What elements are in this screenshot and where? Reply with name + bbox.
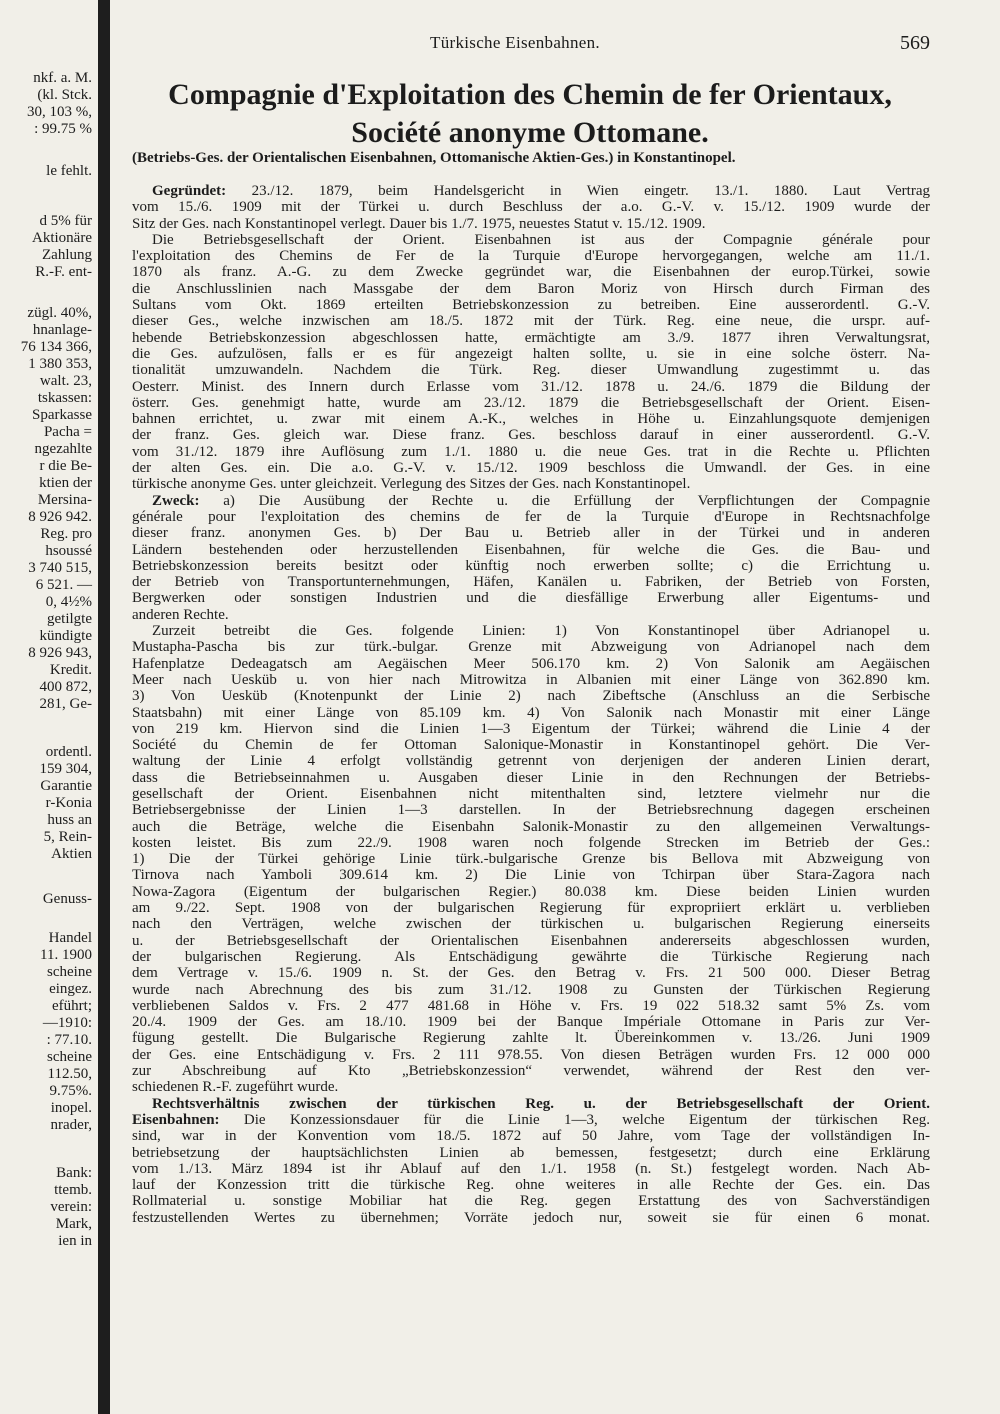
text-line: am 9./22. Sept. 1908 von der bulgarischen Regierung für expropriiert erklärt u. verblieben: [132, 900, 930, 917]
left-column-fragment: scheine: [47, 964, 92, 980]
text-line: Sitz der Ges. nach Konstantinopel verlegt. Dauer bis 1./7. 1975, neuestes Statut v. 15./12. 1909.: [132, 215, 706, 232]
left-column-fragment: huss an: [47, 812, 92, 828]
left-column-fragment: (kl. Stck.: [37, 87, 92, 103]
text-line: anderen Rechte.: [132, 606, 229, 623]
left-column-fragment: 112.50,: [47, 1066, 92, 1082]
text-line: 20./4. 1909 der Ges. am 18./10. 1909 bei der Banque Impériale Ottomane in Paris zur Ver-: [132, 1014, 930, 1031]
left-column-fragment: —1910:: [42, 1015, 92, 1031]
text-line: dieser Ges., welche inzwischen am 18./5. 1872 mit der Türk. Reg. eine neue, die urspr. auf-: [132, 313, 930, 330]
text-line: vom 1./13. März 1894 ist ihr Ablauf auf den 1./1. 1958 (n. St.) festgelegt worden. Nach Ab-: [132, 1160, 930, 1177]
left-column-fragment: hsoussé: [45, 543, 92, 559]
company-subtitle: Société anonyme Ottomane.: [351, 116, 709, 149]
left-column-fragment: Aktien: [51, 846, 92, 862]
page-number: 569: [900, 32, 930, 54]
left-column-fragment: r die Be-: [39, 458, 92, 474]
text-line: Sultans vom Okt. 1869 erteilten Betriebskonzession zu betreiben. Eine ausserordentl. G.-V.: [132, 297, 930, 314]
text-line: u. der Betriebsgesellschaft der Orientalischen Eisenbahnen andererseits abgeschlossen wurden,: [132, 932, 930, 949]
text-line: der franz. Ges. gleich war. Diese franz. Ges. beschloss darauf in einer ausserordentl. G.-V.: [132, 427, 930, 444]
text-line: Société du Chemin de fer Ottoman Salonique-Monastir in Konstantinopel gehört. Die Ver-: [132, 737, 930, 754]
text-line: Betriebskonzession bereits besitzt oder künftig noch erwerben sollte; c) die Errichtung u.: [132, 557, 930, 574]
adjacent-page-strip: [0, 0, 98, 1414]
text-line: von 219 km. Hiervon sind die Linien 1—3 Eigentum der Türkei; während die Linie 4 der: [132, 720, 930, 737]
left-column-fragment: Pacha =: [43, 424, 92, 440]
left-column-fragment: Handel: [48, 930, 92, 946]
text-line: générale pour l'exploitation des chemins de fer de la Turquie d'Europe in Rechtsnachfolge: [132, 508, 930, 525]
text-line: Meer nach Uesküb u. von hier nach Mitrowitza in Albanien mit einer Länge von 362.890 km.: [132, 671, 930, 688]
text-line: betriebsetzung der hauptsächlichsten Linien ab bemessen, festgesetzt; durch eine Erklärung: [132, 1144, 930, 1161]
left-column-fragment: Zahlung: [42, 247, 92, 263]
text-line: vom 31./12. 1879 ihre Auflösung zum 1./1. 1880 u. die neue Ges. trat in die Rechte u. Pflichten: [132, 443, 930, 460]
left-column-fragment: Genuss-: [42, 891, 92, 907]
text-line: Rechtsverhältnis zwischen der türkischen Reg. u. der Betriebsgesellschaft der Orient.: [152, 1095, 930, 1112]
body-text: [132, 183, 930, 1226]
left-column-fragment: getilgte: [47, 611, 92, 627]
left-column-fragment: hnanlage-: [32, 322, 92, 338]
text-line: Hafenplatze Dedeagatsch am Aegäischen Meer 506.170 km. 2) Von Salonik am Aegäischen: [132, 655, 930, 672]
left-column-fragment: Reg. pro: [40, 526, 92, 542]
text-line: der Ges. eine Entschädigung v. Frs. 2 111 978.55. Von diesen Beträgen wurden Frs. 12 000 000: [132, 1046, 930, 1063]
text-line: Staatsbahn) mit einer Länge von 85.109 km. 4) Von Salonik nach Monastir mit einer Länge: [132, 704, 930, 721]
text-line: lauf der Konzession tritt die türkische Reg. ohne weiteres in alle Rechte der Ges. ein. Das: [132, 1177, 930, 1194]
binding-gutter: [98, 0, 110, 1414]
left-column-fragment: 159 304,: [39, 761, 92, 777]
text-line: schiedenen R.-F. zugeführt wurde.: [132, 1079, 339, 1096]
text-line: kosten leistet. Bis zum 22./9. 1908 waren noch folgende Strecken im Betrieb der Ges.:: [132, 834, 930, 851]
text-line: 1) Die der Türkei gehörige Linie türk.-bulgarische Grenze bis Bellova mit Abzweigung von: [132, 851, 930, 868]
left-column-fragment: le fehlt.: [46, 163, 92, 179]
left-column-fragment: R.-F. ent-: [35, 264, 92, 280]
text-line: tionalität umzuwandeln. Nachdem die Türk. Reg. dieser Umwandlung zugestimmt u. das: [132, 362, 930, 379]
text-line: die Anschlusslinien nach Massgabe der dem Baron Moriz von Hirsch durch Firman des: [132, 280, 930, 297]
text-line: zur Abschreibung auf Kto „Betriebskonzession“ verwendet, während der Rest den ver-: [132, 1063, 930, 1080]
text-line: gesellschaft der Orient. Eisenbahnen nicht mitenthalten sind, letztere vielmehr nur die: [132, 785, 930, 802]
text-line: dieser franz. anonymen Ges. b) Der Bau u. Betrieb aller in der Türkei und in anderen: [132, 525, 930, 542]
text-line: der bulgarischen Regierung. Als Entschädigung gewährte die Türkische Regierung nach: [132, 948, 930, 965]
german-company-name: (Betriebs-Ges. der Orientalischen Eisenbahnen, Ottomanische Aktien-Ges.) in Konstantinopel.: [132, 150, 736, 166]
left-column-fragment: eführt;: [52, 998, 92, 1014]
left-column-fragment: 11. 1900: [40, 947, 92, 963]
running-head: Türkische Eisenbahnen.: [430, 33, 600, 52]
text-line: der Betrieb von Transportunternehmungen, Häfen, Kanälen u. Fabriken, der Betrieb von Forsten,: [132, 574, 930, 591]
text-line: 3) Von Uesküb (Knotenpunkt der Linie 2) nach Zibeftsche (Anschluss an die Serbische: [132, 688, 930, 705]
left-column-fragment: 76 134 366,: [20, 339, 92, 355]
left-column-fragment: tskassen:: [37, 390, 92, 406]
left-column-fragment: Sparkasse: [32, 407, 92, 423]
left-column-fragment: eingez.: [49, 981, 92, 997]
text-line: dem Vertrage v. 15./6. 1909 n. St. der Ges. den Betrag v. Frs. 21 500 000. Dieser Betrag: [132, 965, 930, 982]
left-column-fragment: 8 926 942.: [28, 509, 92, 525]
text-line: bahnen errichtet, u. zwar mit einem A.-K., welches in Höhe u. Einzahlungsquote demjenigen: [132, 411, 930, 428]
text-line: Bergwerken oder sonstigen Industrien und die diesfällige Erwerbung aller Eigentums- und: [132, 590, 930, 607]
text-line: die Ges. aufzulösen, falls er es für angezeigt halten sollte, u. sie in eine solche österr. Na-: [132, 345, 930, 362]
text-line: Zurzeit betreibt die Ges. folgende Linien: 1) Von Konstantinopel über Adrianopel u.: [152, 623, 930, 640]
left-column-fragment: : 99.75 %: [34, 121, 92, 137]
left-column-fragment: 9.75%.: [49, 1083, 92, 1099]
left-column-fragment: verein:: [50, 1199, 92, 1215]
left-column-fragment: Mark,: [55, 1216, 92, 1232]
text-line: Oesterr. Minist. des Innern durch Erlasse vom 31./12. 1878 u. 24./6. 1879 die Bildung der: [132, 378, 930, 395]
text-line: auch die Beträge, welche die Eisenbahn Salonik-Monastir zu den allgemeinen Verwaltungs-: [132, 818, 930, 835]
left-column-fragment: 0, 4½%: [45, 594, 92, 610]
text-line: türkische anonyme Ges. unter gleichzeit. Verlegung des Sitzes der Ges. nach Konstantinopel.: [132, 476, 691, 493]
text-line: verbliebenen Saldos v. Frs. 2 477 481.68 in Höhe v. Frs. 19 022 518.32 samt 5% Zs. vom: [132, 997, 930, 1014]
left-column-fragment: Bank:: [56, 1165, 92, 1181]
text-line: sind, war in der Konvention vom 18./5. 1872 auf 50 Jahre, vom Tage der vollständigen In-: [132, 1128, 930, 1145]
left-column-fragment: 3 740 515,: [28, 560, 92, 576]
left-column-fragment: 30, 103 %,: [27, 104, 92, 120]
text-line: nach den Verträgen, welche zwischen der türkischen u. bulgarischen Regierung einerseits: [132, 916, 930, 933]
text-line: wurde nach Abrechnung des bis zum 31./12. 1908 zu Gunsten der Türkischen Regierung: [132, 981, 930, 998]
text-line: Ländern bestehenden oder herzustellenden Eisenbahnen, für welche die Ges. die Bau- und: [132, 541, 930, 558]
left-column-fragment: ordentl.: [45, 744, 92, 760]
left-column-fragment: 281, Ge-: [39, 696, 92, 712]
left-column-fragment: zügl. 40%,: [27, 305, 92, 321]
text-line: Die Betriebsgesellschaft der Orient. Eisenbahnen ist aus der Compagnie générale pour: [152, 231, 930, 248]
text-line: Rollmaterial u. sonstige Mobiliar hat die Reg. gegen Erstattung des von Sachverständigen: [132, 1193, 930, 1210]
left-column-fragment: walt. 23,: [39, 373, 92, 389]
text-line: festzustellenden Wertes zu übernehmen; Vorräte jedoch nur, soweit sie für einen 6 monat.: [132, 1209, 930, 1226]
left-column-fragment: inopel.: [50, 1100, 92, 1116]
left-column-fragment: 6 521. —: [35, 577, 92, 593]
left-column-fragment: Mersina-: [37, 492, 92, 508]
text-line: 1870 als franz. A.-G. zu dem Zwecke gegründet war, die Eisenbahnen der europ.Türkei, sowie: [132, 264, 930, 281]
text-line: Betriebsergebnisse der Linien 1—3 darstellen. In der Betriebsrechnung dagegen erscheinen: [132, 802, 930, 819]
text-line: Nowa-Zagora (Eigentum der bulgarischen Regier.) 80.038 km. Diese beiden Linien wurden: [132, 883, 930, 900]
company-title: Compagnie d'Exploitation des Chemin de fer Orientaux,: [168, 78, 892, 111]
text-line: fügung gestellt. Die Bulgarische Regierung zahlte lt. Übereinkommen v. 13./26. Juni 1909: [132, 1030, 930, 1047]
text-line: hebende Betriebskonzession abgeschlossen hatte, ermächtigte am 3./9. 1877 ihren Verwaltungsrat,: [132, 329, 930, 346]
left-column-fragment: nrader,: [50, 1117, 92, 1133]
left-column-fragment: 5, Rein-: [43, 829, 92, 845]
text-line: waltung der Linie 4 erfolgt vollständig getrennt von derjenigen der anderen Linien derart,: [132, 753, 930, 770]
text-line: dass die Betriebseinnahmen u. Ausgaben dieser Linie in den Rechnungen der Betriebs-: [132, 769, 930, 786]
text-line: l'exploitation des Chemins de Fer de la Turquie d'Europe hervorgegangen, welche am 11./1.: [132, 248, 930, 265]
text-line: österr. Ges. genehmigt hatte, wurde am 23./12. 1879 die Betriebsgesellschaft der Orient. Eisen-: [132, 394, 930, 411]
text-line: Mustapha-Pascha bis zur türk.-bulgar. Grenze mit Abzweigung von Adrianopel nach dem: [132, 639, 930, 656]
left-column-fragment: Kredit.: [49, 662, 92, 678]
text-line: Eisenbahnen: Die Konzessionsdauer für die Linie 1—3, welche Eigentum der türkischen Reg.: [132, 1111, 930, 1128]
page: [110, 0, 1000, 1414]
text-line: vom 15./6. 1909 mit der Türkei u. durch Beschluss der a.o. G.-V. v. 15./12. 1909 wurde der: [132, 199, 930, 216]
left-column-fragment: kündigte: [39, 628, 92, 644]
left-column-fragment: r-Konia: [45, 795, 92, 811]
left-column-fragment: Aktionäre: [32, 230, 92, 246]
left-column-fragment: 8 926 943,: [28, 645, 92, 661]
text-line: Zweck: a) Die Ausübung der Rechte u. die Erfüllung der Verpflichtungen der Compagnie: [152, 492, 930, 509]
text-line: der alten Ges. ein. Die a.o. G.-V. v. 15./12. 1909 beschloss die Umwandl. der Ges. in eine: [132, 460, 930, 477]
left-column-fragment: d 5% für: [39, 213, 92, 229]
left-column-fragment: Garantie: [40, 778, 92, 794]
left-column-fragment: nkf. a. M.: [33, 70, 92, 86]
left-column-fragment: ien in: [58, 1233, 92, 1249]
text-line: Gegründet: 23./12. 1879, beim Handelsgericht in Wien eingetr. 13./1. 1880. Laut Vertrag: [152, 183, 930, 199]
left-column-fragment: ktien der: [39, 475, 92, 491]
left-column-fragment: 1 380 353,: [28, 356, 92, 372]
left-column-fragment: 400 872,: [39, 679, 92, 695]
left-column-fragment: ngezahlte: [34, 441, 92, 457]
left-column-fragment: ttemb.: [54, 1182, 92, 1198]
left-column-fragment: : 77.10.: [46, 1032, 92, 1048]
text-line: Tirnova nach Yamboli 309.614 km. 2) Die Linie von Tchirpan über Stara-Zagora nach: [132, 867, 930, 884]
left-column-fragment: scheine: [47, 1049, 92, 1065]
